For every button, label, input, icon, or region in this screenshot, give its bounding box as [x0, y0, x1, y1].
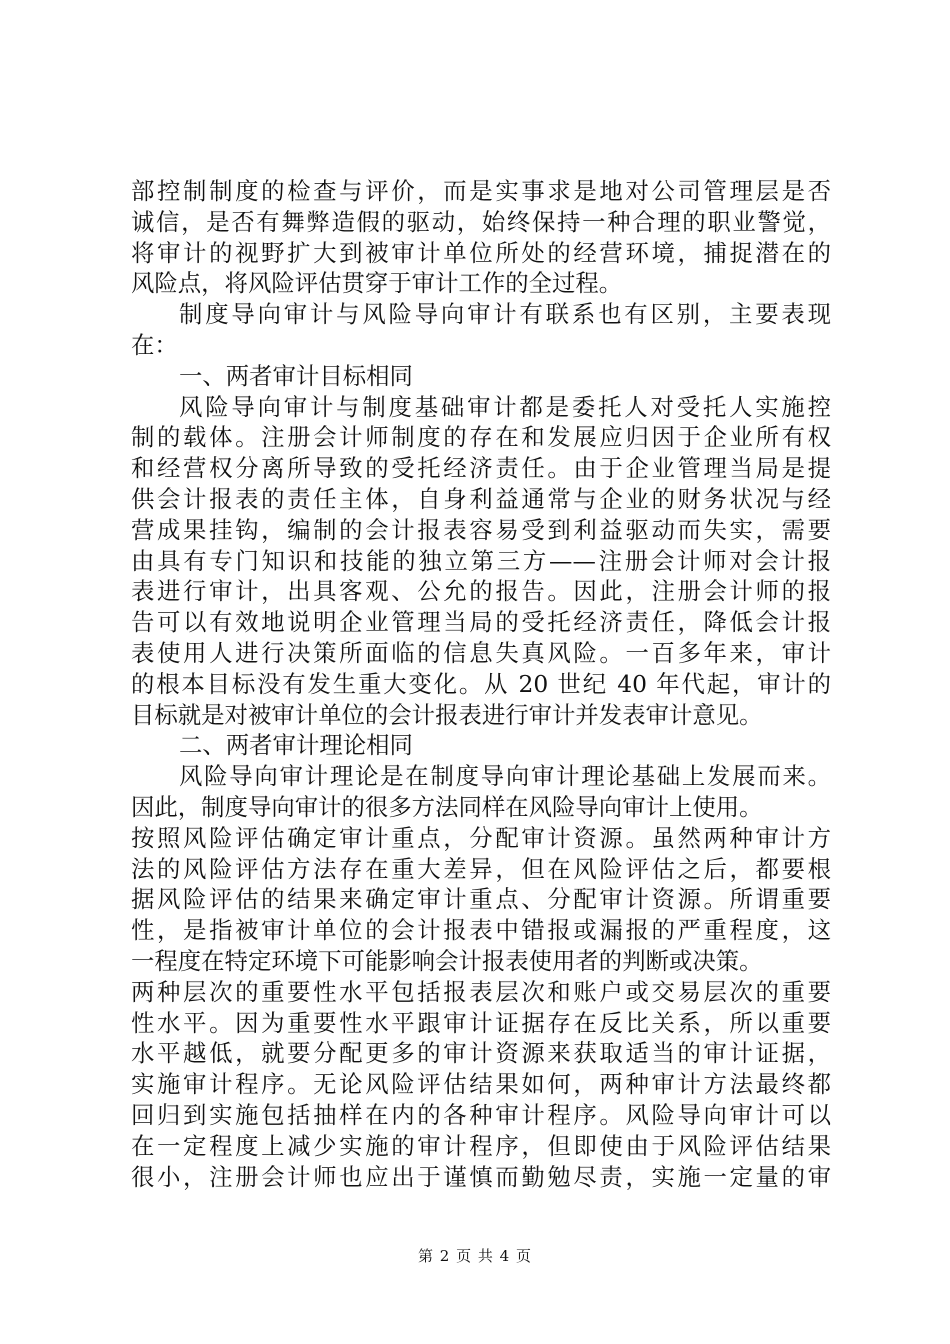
text-line: 性水平。因为重要性水平跟审计证据存在反比关系，所以重要: [131, 1008, 831, 1037]
text-line: 水平越低，就要分配更多的审计资源来获取适当的审计证据，: [131, 1039, 831, 1068]
text-line: 风险导向审计理论是在制度导向审计理论基础上发展而来。: [179, 762, 831, 791]
text-line: 制的载体。注册会计师制度的存在和发展应归因于企业所有权: [131, 423, 831, 452]
text-line: 营成果挂钩，编制的会计报表容易受到利益驱动而失实，需要: [131, 515, 831, 544]
text-line: 目标就是对被审计单位的会计报表进行审计并发表审计意见。: [131, 700, 763, 729]
text-line: 表使用人进行决策所面临的信息失真风险。一百多年来，审计: [131, 638, 831, 667]
text-line: 回归到实施包括抽样在内的各种审计程序。风险导向审计可以: [131, 1100, 831, 1129]
text-line: 制度导向审计与风险导向审计有联系也有区别，主要表现: [179, 300, 831, 329]
text-line: 告可以有效地说明企业管理当局的受托经济责任，降低会计报: [131, 608, 831, 637]
text-line: 两种层次的重要性水平包括报表层次和账户或交易层次的重要: [131, 977, 831, 1006]
text-line: 供会计报表的责任主体，自身利益通常与企业的财务状况与经: [131, 484, 831, 513]
text-line: 实施审计程序。无论风险评估结果如何，两种审计方法最终都: [131, 1070, 831, 1099]
body-text: [131, 176, 831, 1192]
text-line: 按照风险评估确定审计重点，分配审计资源。虽然两种审计方: [131, 823, 831, 852]
text-line: 性，是指被审计单位的会计报表中错报或漏报的严重程度，这: [131, 916, 831, 945]
text-line: 二、两者审计理论相同: [179, 731, 413, 760]
text-line: 因此，制度导向审计的很多方法同样在风险导向审计上使用。: [131, 792, 763, 821]
text-line: 风险点，将风险评估贯穿于审计工作的全过程。: [131, 269, 623, 298]
text-line: 由具有专门知识和技能的独立第三方——注册会计师对会计报: [131, 546, 831, 575]
text-line: 部控制制度的检查与评价，而是实事求是地对公司管理层是否: [131, 177, 831, 205]
text-line: 一、两者审计目标相同: [179, 361, 413, 390]
text-line: 一程度在特定环境下可能影响会计报表使用者的判断或决策。: [131, 946, 763, 975]
text-line: 在一定程度上减少实施的审计程序，但即使由于风险评估结果: [131, 1131, 831, 1160]
page-footer: 第 2 页 共 4 页: [418, 1247, 532, 1265]
text-line: 法的风险评估方法存在重大差异，但在风险评估之后，都要根: [131, 854, 831, 883]
text-line: 据风险评估的结果来确定审计重点、分配审计资源。所谓重要: [131, 885, 831, 914]
text-line: 将审计的视野扩大到被审计单位所处的经营环境，捕捉潜在的: [131, 238, 831, 267]
text-line: 很小，注册会计师也应出于谨慎而勤勉尽责，实施一定量的审: [131, 1162, 831, 1191]
text-line: 的根本目标没有发生重大变化。从 20 世纪 40 年代起，审计的: [131, 669, 831, 698]
text-line: 诚信，是否有舞弊造假的驱动，始终保持一种合理的职业警觉，: [131, 207, 831, 236]
text-line: 风险导向审计与制度基础审计都是委托人对受托人实施控: [179, 392, 831, 421]
text-line: 在：: [131, 330, 178, 359]
text-line: 和经营权分离所导致的受托经济责任。由于企业管理当局是提: [131, 454, 831, 483]
text-line: 表进行审计，出具客观、公允的报告。因此，注册会计师的报: [131, 577, 831, 606]
